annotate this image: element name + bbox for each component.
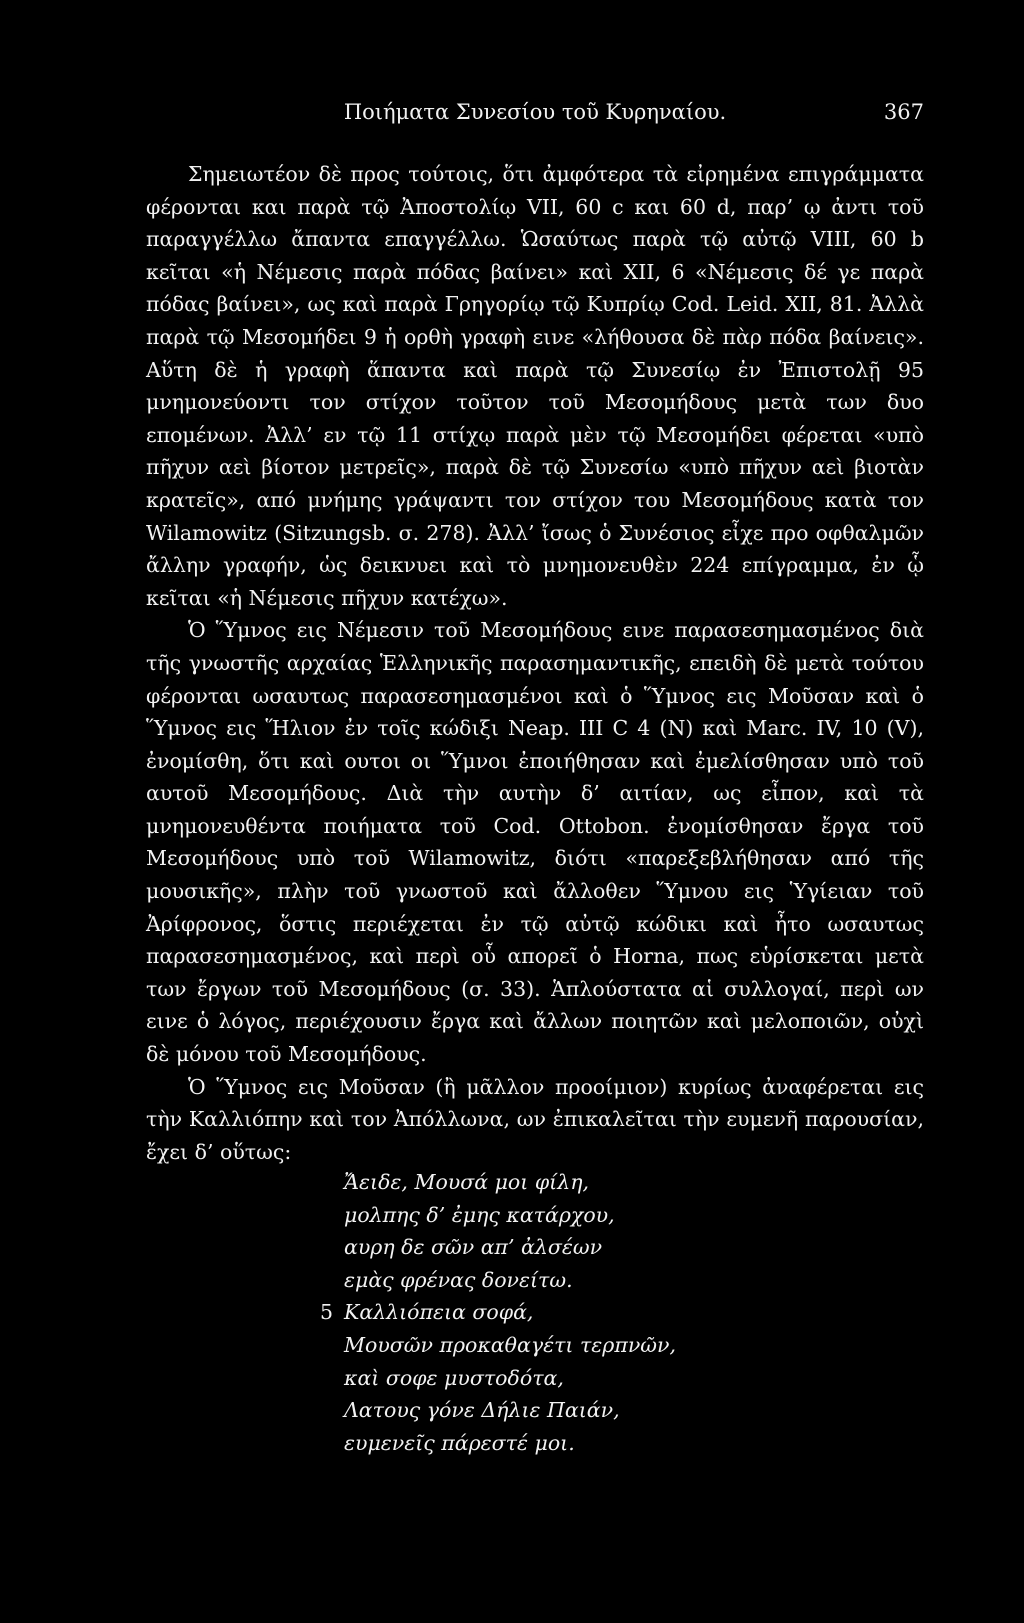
poem-line-text: μολπης δ’ ἐμης κατάρχου, xyxy=(344,1202,615,1227)
poem-line xyxy=(320,1166,880,1199)
running-header xyxy=(146,100,924,136)
poem-line xyxy=(320,1427,880,1460)
line-number: 5 xyxy=(320,1300,334,1325)
running-title: Ποιήματα Συνεσίου τοῦ Κυρηναίου. xyxy=(343,100,727,124)
poem-line xyxy=(320,1296,880,1329)
paragraph-hymn-nemesis: Ὁ Ὕμνος εις Νέμεσιν τοῦ Μεσομήδους εινε παρασεσημασμένος διὰ τῆς γνωστῆς αρχαίας Ἑλληνικῆς παρασημαντικῆς, επειδὴ δὲ μετὰ τούτου φέρονται ωσαυτως παρασεσημασμένοι καὶ ὁ Ὕμνος εις Μοῦσαν καὶ ὁ Ὕμνος εις Ἥλιον ἐν τοῖς κώδιξι Neap. III C 4 (N) καὶ Marc. IV, 10 (V), ἐνομίσθη, ὅτι καὶ ουτοι οι Ὕμνοι ἐποιήθησαν καὶ ἐμελίσθησαν υπὸ τοῦ αυτοῦ Μεσομήδους. Διὰ τὴν αυτὴν δ’ αιτίαν, ως εἶπον, καὶ τὰ μνημονευθέντα ποιήματα τοῦ Cod. Ottobon. ἐνομίσθησαν ἔργα τοῦ Μεσομήδους υπὸ τοῦ Wilamowitz, διότι «παρεξεβλήθησαν από τῆς μουσικῆς», πλὴν τοῦ γνωστοῦ καὶ ἄλλοθεν Ὕμνου εις Ὑγίειαν τοῦ Ἀρίφρονος, ὅστις περιέχεται ἐν τῷ αὐτῷ κώδικι καὶ ἦτο ωσαυτως παρασεσημασμένος, καὶ περὶ οὗ απορεῖ ὁ Horna, πως εὑρίσκεται μετὰ των ἔργων τοῦ Μεσομήδους (σ. 33). Ἁπλούστατα αἱ συλλογαί, περὶ ων εινε ὁ λόγος, περιέχουσιν ἔργα καὶ ἄλλων ποιητῶν καὶ μελοποιῶν, οὐχὶ δὲ μόνου τοῦ Μεσομήδους. xyxy=(146,618,924,1067)
poem-line-text: αυρη δε σῶν απ’ ἀλσέων xyxy=(344,1235,603,1260)
poem-line-text: Καλλιόπεια σοφά, xyxy=(344,1300,534,1325)
poem-line-text: Μουσῶν προκαθαγέτι τερπνῶν, xyxy=(344,1332,676,1357)
poem-line xyxy=(320,1264,880,1297)
poem-line xyxy=(320,1231,880,1264)
paragraph-epigrams: Σημειωτέον δὲ προς τούτοις, ὅτι ἀμφότερα τὰ εἰρημένα επιγράμματα φέρονται και παρὰ τῷ Ἀποστολίῳ VII, 60 c και 60 d, παρ’ ῳ ἀντι τοῦ παραγγέλλω ἄπαντα επαγγέλλω. Ὡσαύτως παρὰ τῷ αὐτῷ VIII, 60 b κεῖται «ἡ Νέμεσις παρὰ πόδας βαίνει» καὶ XII, 6 «Νέμεσις δέ γε παρὰ πόδας βαίνει», ως καὶ παρὰ Γρηγορίῳ τῷ Κυπρίῳ Cod. Leid. XII, 81. Ἀλλὰ παρὰ τῷ Μεσομήδει 9 ἡ ορθὴ γραφὴ εινε «λήθουσα δὲ πὰρ πόδα βαίνεις». Αὕτη δὲ ἡ γραφὴ ἅπαντα καὶ παρὰ τῷ Συνεσίῳ ἐν Ἐπιστολῇ 95 μνημονεύοντι τον στίχον τοῦτον τοῦ Μεσομήδους μετὰ των δυο επομένων. Ἀλλ’ εν τῷ 11 στίχῳ παρὰ μὲν τῷ Μεσομήδει φέρεται «υπὸ πῆχυν αεὶ βίοτον μετρεῖς», παρὰ δὲ τῷ Συνεσίω «υπὸ πῆχυν αεὶ βιοτὰν κρατεῖς», από μνήμης γράψαντι τον στίχον του Μεσομήδους κατὰ τον Wilamowitz (Sitzungsb. σ. 278). Ἀλλ’ ἴσως ὁ Συνέσιος εἶχε προ οφθαλμῶν ἄλλην γραφήν, ὡς δεικνυει καὶ τὸ μνημονευθὲν 224 επίγραμμα, ἐν ᾧ κεῖται «ἡ Νέμεσις πῆχυν κατέχω». xyxy=(146,162,924,610)
hymn-to-muse-poem xyxy=(320,1166,880,1459)
poem-line-text: εμὰς φρένας δονείτω. xyxy=(344,1267,573,1292)
poem-line-text: Λατους γόνε Δήλιε Παιάν, xyxy=(344,1398,620,1423)
poem-line-text: καὶ σοφε μυστοδότα, xyxy=(344,1365,564,1390)
poem-line-text: Ἄειδε, Μουσά μοι φίλη, xyxy=(344,1170,590,1194)
poem-line xyxy=(320,1329,880,1362)
paragraph-hymn-muse: Ὁ Ὕμνος εις Μοῦσαν (ἢ μᾶλλον προοίμιον) κυρίως ἀναφέρεται εις τὴν Καλλιόπην καὶ τον Ἀπόλλωνα, ων ἐπικαλεῖται τὴν ευμενῆ παρουσίαν, ἔχει δ’ οὕτως: xyxy=(146,1074,924,1164)
page-number: 367 xyxy=(883,100,924,124)
poem-line xyxy=(320,1362,880,1395)
poem-line xyxy=(320,1199,880,1232)
body-text xyxy=(146,158,924,1168)
poem-line xyxy=(320,1394,880,1427)
poem-line-text: ευμενεῖς πάρεστέ μοι. xyxy=(344,1430,575,1455)
